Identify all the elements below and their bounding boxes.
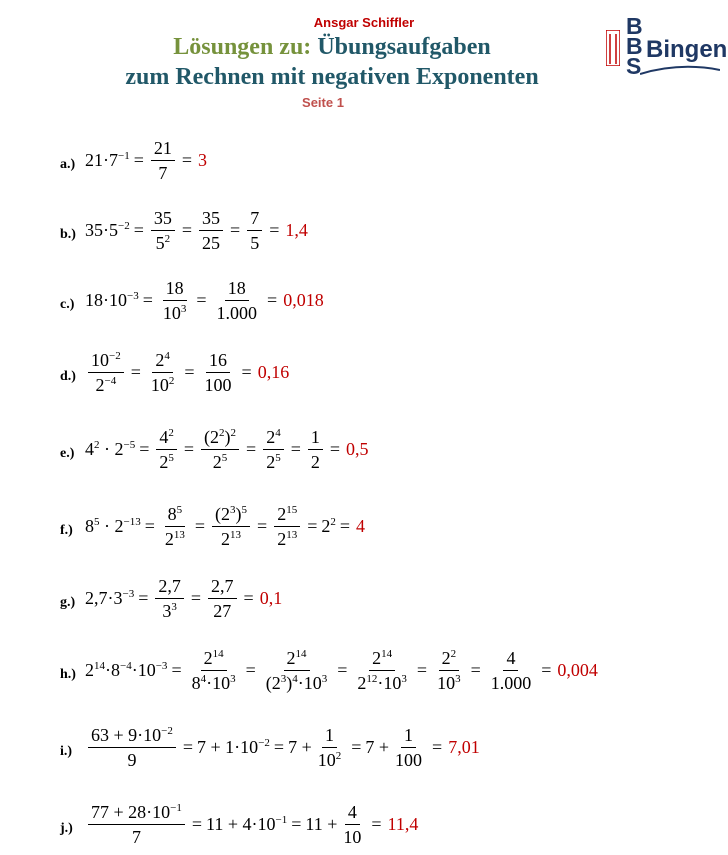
exercise-row-g: g.) $2,7\cdot 3^{-3}$ = $\frac{2,7}{3^3}$ = $\frac{2,7}{27}$ = 0,1	[60, 576, 283, 621]
result: 11,4	[387, 814, 419, 834]
exercise-label: d.)	[60, 368, 76, 384]
expression: $35\cdot 5^{-2}$	[85, 220, 130, 240]
page-number: Seite 1	[302, 95, 344, 110]
fraction: $\frac{21}{7}$	[151, 138, 175, 183]
logo-letter-b1: B	[626, 13, 643, 39]
exercise-label: b.)	[60, 226, 76, 242]
exercise-row-b: b.) $35\cdot 5^{-2}$ = $\frac{35}{5^2}$ = $\frac{35}{25}$ = $\frac{7}{5}$ = 1,4	[60, 208, 308, 253]
exercise-label: i.)	[60, 743, 73, 759]
exercise-row-j: j.) $\frac{77 + 28\cdot 10^{-1}}{7}$ = $11 + 4\cdot 10^{-1}$ = 11 + $\frac{4}{10}$ = 11,4	[60, 802, 419, 847]
result: 7,01	[448, 737, 480, 757]
exercise-label: j.)	[60, 820, 73, 836]
expression: $21\cdot 7^{-1}$	[85, 150, 130, 170]
exercise-label: c.)	[60, 296, 75, 312]
author-name: Ansgar Schiffler	[313, 15, 415, 30]
school-logo	[604, 13, 728, 79]
result: 3	[198, 150, 208, 170]
exercise-row-h: h.) $2^{14}\cdot 8^{-4}\cdot 10^{-3}$ = $\frac{2^{14}}{8^4\cdot 10^3}$ = $\frac{2^{14}}{(2^3)^4\cdot 10^3}$ = $\frac{2^{14}}{2^{12}\cdot 10^3}$ = $\frac{2^2}{10^3}$ = $\frac{4}{1.000}$ = 0,004	[60, 648, 598, 693]
exercise-row-e: e.) $4^2 \cdot 2^{-5}$ = $\frac{4^2}{2^5}$ = $\frac{(2^2)^2}{2^5}$ = $\frac{2^4}{2^5}$ = $\frac{1}{2}$ = 0,5	[60, 427, 369, 472]
result: 0,5	[346, 439, 369, 459]
logo-word: Bingen	[646, 36, 728, 63]
exercise-row-i: i.) $\frac{63 + 9\cdot 10^{-2}}{9}$ = $7 + 1\cdot 10^{-2}$ = 7 + $\frac{1}{10^2}$ = 7 + $\frac{1}{100}$ = 7,01	[60, 725, 480, 770]
result: 4	[356, 516, 365, 536]
exercise-label: g.)	[60, 594, 76, 610]
result: 0,018	[283, 290, 324, 310]
expression: $18\cdot 10^{-3}$	[85, 290, 139, 310]
exercise-row-c: c.) $18\cdot 10^{-3}$ = $\frac{18}{10^3}$ = $\frac{18}{1.000}$ = 0,018	[60, 278, 324, 323]
logo-letter-s: S	[626, 53, 642, 79]
page-title	[0, 34, 664, 61]
expression: $8^5 \cdot 2^{-13}$	[85, 516, 141, 536]
expression: $4^2 \cdot 2^{-5}$	[85, 439, 136, 459]
exercise-label: f.)	[60, 522, 73, 538]
result: 1,4	[285, 220, 308, 240]
logo-letter-b2: B	[626, 33, 643, 59]
result: 0,1	[259, 588, 283, 608]
page-subtitle: zum Rechnen mit negativen Exponenten	[125, 64, 539, 90]
exercise-row-a: a.) $21\cdot 7^{-1}$ = $\frac{21}{7}$ = 3	[60, 138, 208, 183]
exercise-label: a.)	[60, 156, 76, 172]
title-prefix: Lösungen zu:	[173, 34, 312, 60]
building-icon	[606, 30, 620, 66]
result: 0,16	[257, 362, 290, 382]
exercise-label: h.)	[60, 666, 76, 682]
logo-swoosh	[640, 64, 720, 78]
exercise-row-f: f.) $8^5 \cdot 2^{-13}$ = $\frac{8^5}{2^{13}}$ = $\frac{(2^3)^5}{2^{13}}$ = $\frac{2^{15}}{2^{13}}$ = $2^2$ = 4	[60, 504, 365, 549]
expression: $2^{14}\cdot 8^{-4}\cdot 10^{-3}$	[85, 660, 168, 680]
exercise-label: e.)	[60, 445, 75, 461]
expression: $2,7\cdot 3^{-3}$	[85, 588, 135, 608]
exercise-row-d: d.) $\frac{10^{-2}}{2^{-4}}$ = $\frac{2^4}{10^2}$ = $\frac{16}{100}$ = 0,16	[60, 350, 290, 395]
title-main: Übungsaufgaben	[317, 34, 491, 60]
result: 0,004	[557, 660, 598, 680]
